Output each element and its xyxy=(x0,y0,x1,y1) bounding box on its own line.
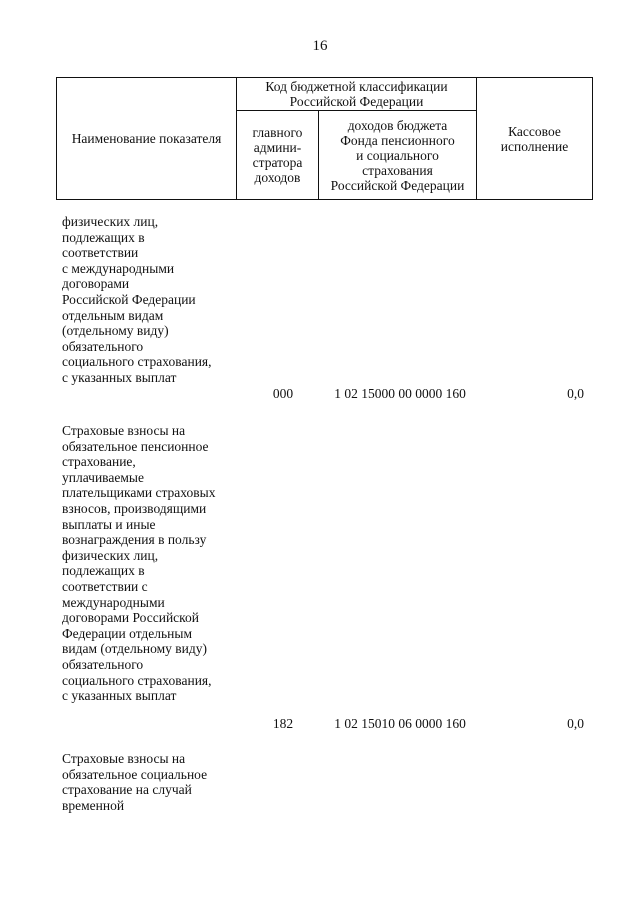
header-admin-column: главного админи- стратора доходов xyxy=(252,125,303,185)
header-execution-column: Кассовое исполнение xyxy=(500,123,569,154)
header-name-column: Наименование показателя xyxy=(71,131,222,146)
row-name: физических лиц, подлежащих в соответствии с международными договорами Российской Федерации отдельным видам (отдельному виду) обязательного социального страхования, с указанных выплат xyxy=(62,214,212,385)
row-kbk-code: 1 02 15000 00 0000 160 xyxy=(334,386,466,401)
row-name: Страховые взносы на обязательное социальное страхование на случай временной xyxy=(62,751,208,813)
header-budget-column: доходов бюджета Фонда пенсионного и социального страхования Российской Федерации xyxy=(330,117,465,193)
header-kbk-group: Код бюджетной классификации Российской Федерации xyxy=(265,79,448,109)
row-admin-code: 000 xyxy=(272,386,294,401)
row-admin-code: 182 xyxy=(272,716,294,731)
row-execution: 0,0 xyxy=(567,386,584,401)
row-execution: 0,0 xyxy=(567,716,584,731)
row-name: Страховые взносы на обязательное пенсионное страхование, уплачиваемые плательщиками страховых взносов, производящими выплаты и иные вознаграждения в пользу физических лиц, подлежащих в соответствии с международными договорами Российской Федерации отдельным видам (отдельному виду) обязательного социального страхования, с указанных выплат xyxy=(62,423,216,704)
page-number: 16 xyxy=(312,38,328,54)
row-kbk-code: 1 02 15010 06 0000 160 xyxy=(334,716,466,731)
